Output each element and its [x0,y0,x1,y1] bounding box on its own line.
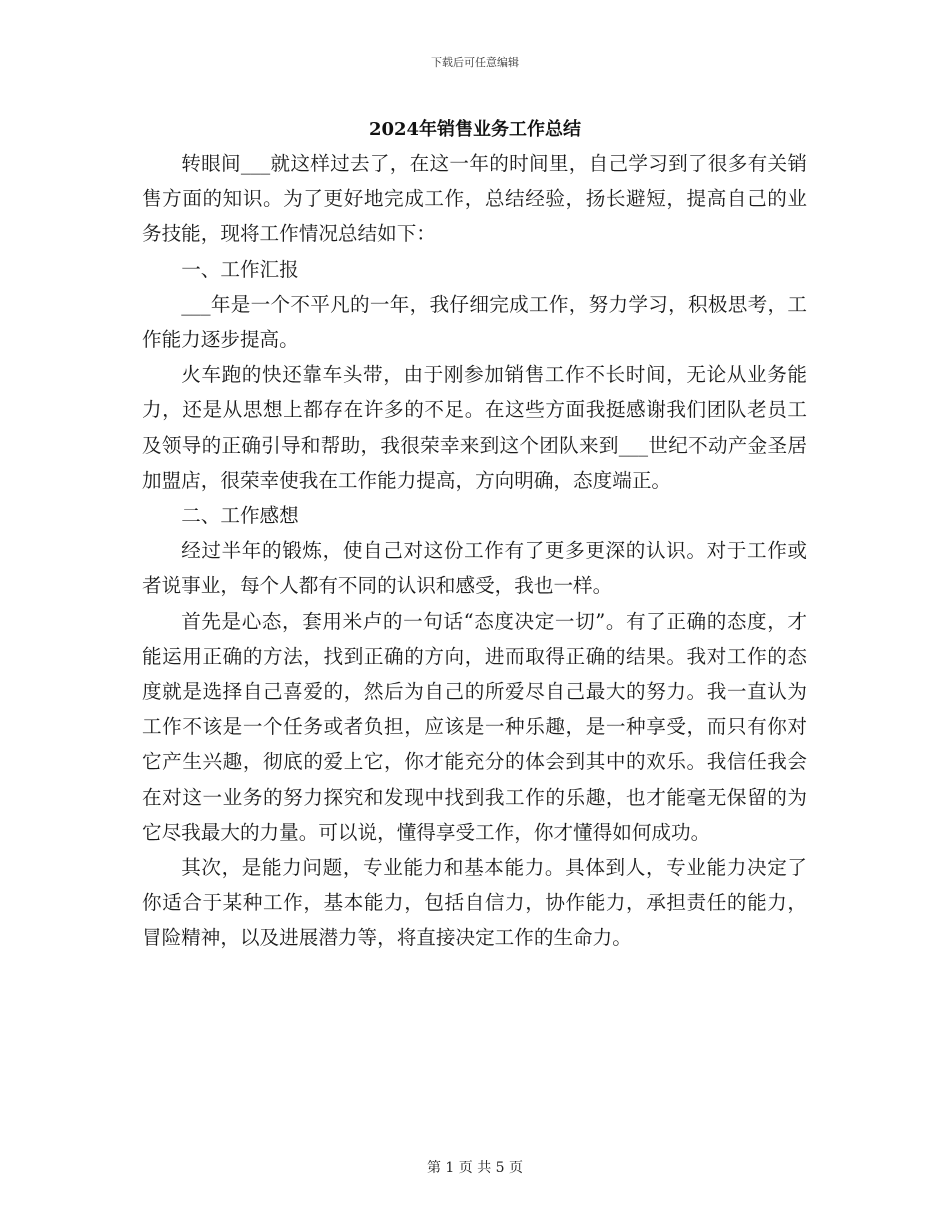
paragraph-year-summary: ___年是一个不平凡的一年，我仔细完成工作，努力学习，积极思考，工作能力逐步提高。 [142,292,807,352]
document-title: 2024年销售业务工作总结 [368,119,582,140]
header-note: 下载后可任意编辑 [431,56,519,69]
section-heading-work-thoughts: 二、工作感想 [181,504,299,528]
document-body [142,146,807,956]
paragraph-team-thanks: 火车跑的快还靠车头带，由于刚参加销售工作不长时间，无论从业务能力，还是从思想上都存在许多的不足。在这些方面我挺感谢我们团队老员工及领导的正确引导和帮助，我很荣幸来到这个团队来到___世纪不动产金圣居加盟店，很荣幸使我在工作能力提高，方向明确，态度端正。 [142,363,807,492]
paragraph-attitude: 首先是心态，套用米卢的一句话“态度决定一切”。有了正确的态度，才能运用正确的方法，找到正确的方向，进而取得正确的结果。我对工作的态度就是选择自己喜爱的，然后为自己的所爱尽自己最大的努力。我一直认为工作不该是一个任务或者负担，应该是一种乐趣，是一种享受，而只有你对它产生兴趣，彻底的爱上它，你才能充分的体会到其中的欢乐。我信任我会在对这一业务的努力探究和发现中找到我工作的乐趣，也才能毫无保留的为它尽我最大的力量。可以说，懂得享受工作，你才懂得如何成功。 [142,609,807,844]
page-number: 第 1 页 共 5 页 [426,1160,524,1176]
paragraph-ability: 其次，是能力问题，专业能力和基本能力。具体到人，专业能力决定了你适合于某种工作，基本能力，包括自信力，协作能力，承担责任的能力，冒险精神，以及进展潜力等，将直接决定工作的生命力。 [142,856,807,950]
section-heading-work-report: 一、工作汇报 [181,257,299,281]
paragraph-intro: 转眼间___就这样过去了，在这一年的时间里，自己学习到了很多有关销售方面的知识。为了更好地完成工作，总结经验，扬长避短，提高自己的业务技能，现将工作情况总结如下： [142,152,807,246]
paragraph-half-year: 经过半年的锻炼，使自己对这份工作有了更多更深的认识。对于工作或者说事业，每个人都有不同的认识和感受，我也一样。 [142,539,807,598]
